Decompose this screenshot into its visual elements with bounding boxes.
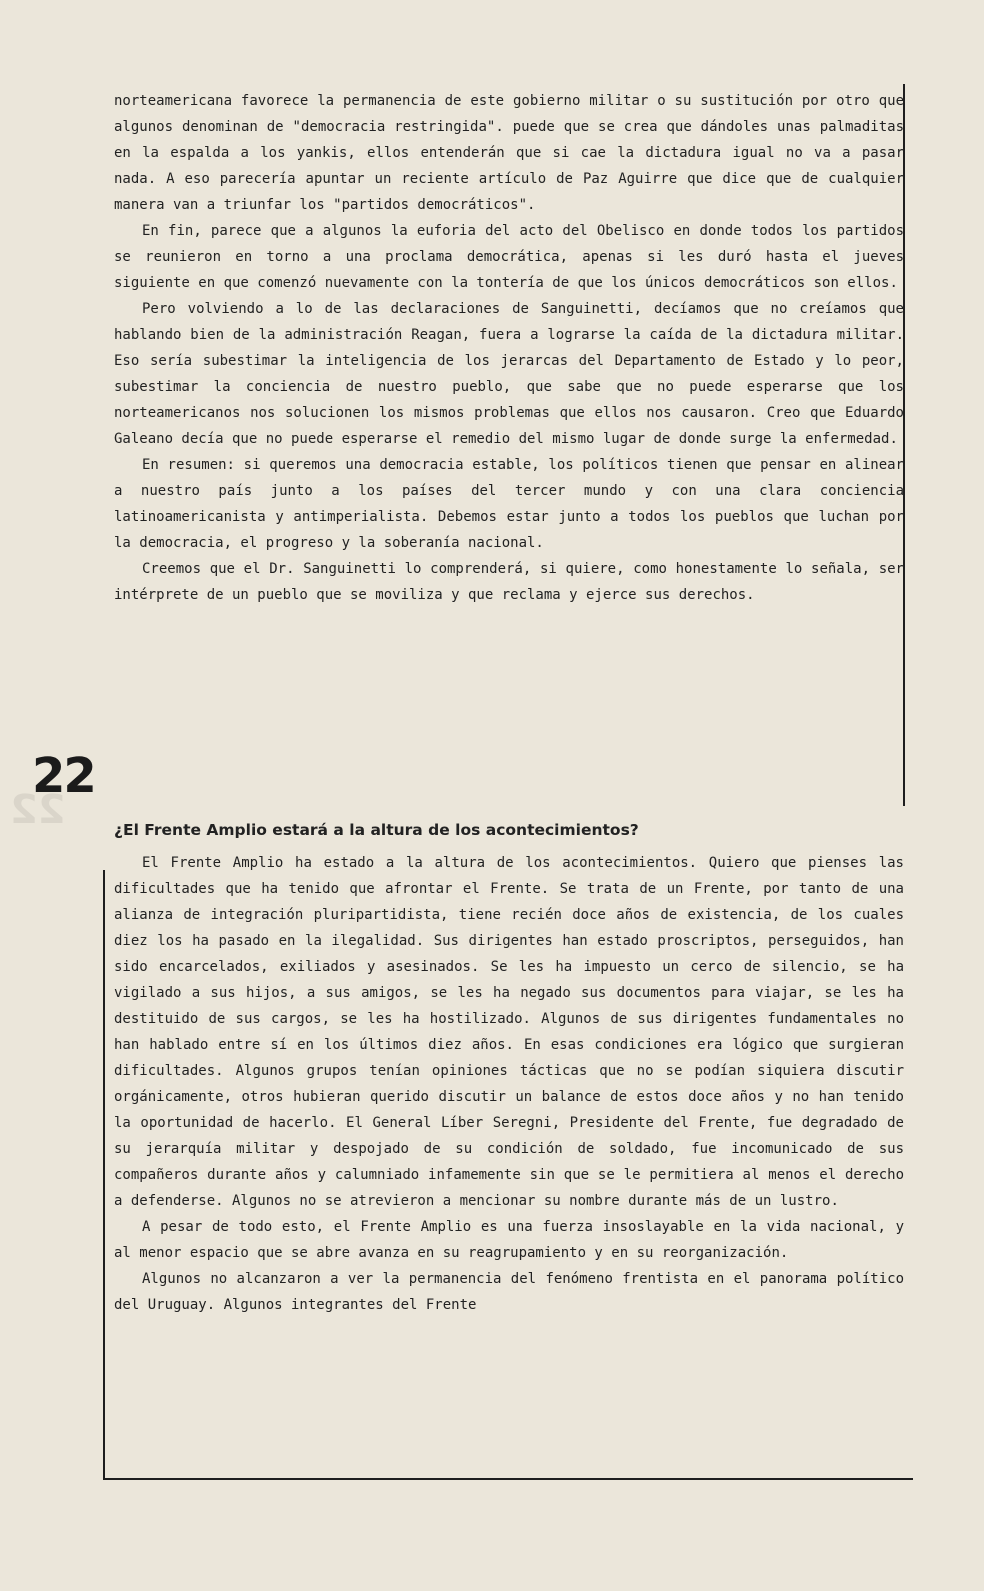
paragraph: A pesar de todo esto, el Frente Amplio es una fuerza insoslayable en la vida nacional, y al menor espacio que se abre avanza en su reagrupamiento y en su reorganización. xyxy=(114,1219,904,1261)
paragraph: El Frente Amplio ha estado a la altura de los acontecimientos. Quiero que pienses las dificultades que ha tenido que afrontar el Frente. Se trata de un Frente, por tanto de una alianza de integración pluripartidista, tiene recién doce años de existencia, de los cuales diez los ha pasado en la ilegalidad. Sus dirigentes han estado proscriptos, perseguidos, han sido encarcelados, exiliados y asesinados. Se les ha impuesto un cerco de silencio, se ha vigilado a sus hijos, a sus amigos, se les ha negado sus documentos para viajar, se les ha destituido de sus cargos, se les ha hostilizado. Algunos de sus dirigentes fundamentales no han hablado entre sí en los últimos diez años. En esas condiciones era lógico que surgieran dificultades. Algunos grupos tenían opiniones tácticas que no se podían siquiera discutir orgánicamente, otros hubieran querido discutir un balance de estos doce años y no han tenido la oportunidad de hacerlo. El General Líber Seregni, Presidente del Frente, fue degradado de su jerarquía militar y despojado de su condición de soldado, fue incomunicado de sus compañeros durante años y calumniado infamemente sin que se le permitiera al menos el derecho a defenderse. Algunos no se atrevieron a mencionar su nombre durante más de un lustro. xyxy=(114,855,904,1209)
paragraph: En resumen: si queremos una democracia estable, los políticos tienen que pensar en alinear a nuestro país junto a los países del tercer mundo y con una clara conciencia latinoamericanista y antimperialista. Debemos estar junto a todos los pueblos que luchan por la democracia, el progreso y la soberanía nacional. xyxy=(114,457,904,551)
page-number: 22 xyxy=(32,748,95,804)
horizontal-rule-bottom xyxy=(103,1478,913,1480)
paragraph: norteamericana favorece la permanencia de este gobierno militar o su sustitución por otro que algunos denominan de "democracia restringida". puede que se crea que dándoles unas palmaditas en la espalda a los yankis, ellos entenderán que si cae la dictadura igual no va a pasar nada. A eso parecería apuntar un reciente artículo de Paz Aguirre que dice que de cualquier manera van a triunfar los "partidos democráticos". xyxy=(114,93,904,213)
vertical-rule-bottom xyxy=(103,870,105,1480)
paragraph: Pero volviendo a lo de las declaraciones de Sanguinetti, decíamos que no creíamos que hablando bien de la administración Reagan, fuera a lograrse la caída de la dictadura militar. Eso sería subestimar la inteligencia de los jerarcas del Departamento de Estado y lo peor, subestimar la conciencia de nuestro pueblo, que sabe que no puede esperarse que los norteamericanos nos solucionen los mismos problemas que ellos nos causaron. Creo que Eduardo Galeano decía que no puede esperarse el remedio del mismo lugar de donde surge la enfermedad. xyxy=(114,301,904,447)
section-heading: ¿El Frente Amplio estará a la altura de los acontecimientos? xyxy=(114,821,639,839)
paragraph: Algunos no alcanzaron a ver la permanencia del fenómeno frentista en el panorama político del Uruguay. Algunos integrantes del Frente xyxy=(114,1271,904,1313)
bottom-section xyxy=(114,850,904,1318)
bleed-through-page-number: 22 xyxy=(10,787,66,833)
paragraph: Creemos que el Dr. Sanguinetti lo comprenderá, si quiere, como honestamente lo señala, ser intérprete de un pueblo que se moviliza y que reclama y ejerce sus derechos. xyxy=(114,561,904,603)
paragraph: En fin, parece que a algunos la euforia del acto del Obelisco en donde todos los partidos se reunieron en torno a una proclama democrática, apenas si les duró hasta el jueves siguiente en que comenzó nuevamente con la tontería de que los únicos democráticos son ellos. xyxy=(114,223,904,291)
top-section xyxy=(114,88,904,608)
